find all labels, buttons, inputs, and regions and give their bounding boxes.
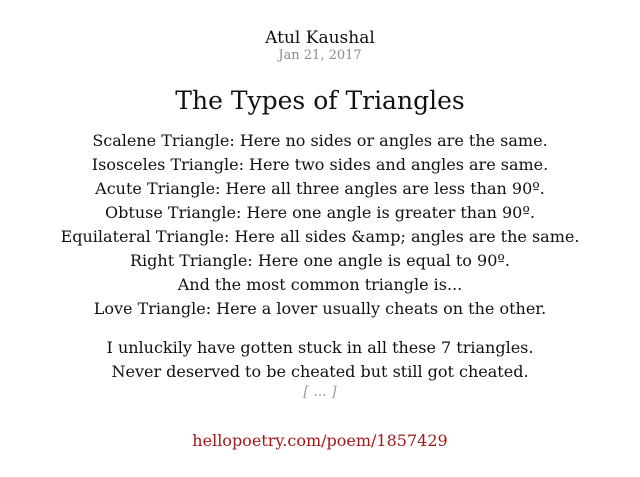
stanza-1	[0, 129, 640, 321]
truncation-marker: [ ... ]	[303, 384, 337, 400]
poem-line: Equilateral Triangle: Here all sides &amp; angles are the same.	[60, 227, 580, 246]
poem-title: The Types of Triangles	[175, 86, 465, 115]
source-link[interactable]: hellopoetry.com/poem/1857429	[192, 431, 448, 450]
author-name[interactable]: Atul Kaushal	[265, 28, 375, 48]
poem-line: Isosceles Triangle: Here two sides and angles are same.	[91, 155, 549, 174]
poem-line: I unluckily have gotten stuck in all these 7 triangles.	[106, 338, 534, 357]
stanza-2	[0, 336, 640, 384]
poem-line: Obtuse Triangle: Here one angle is greater than 90º.	[105, 203, 535, 222]
poem-line: And the most common triangle is...	[177, 275, 463, 294]
poem-line: Love Triangle: Here a lover usually cheats on the other.	[93, 299, 547, 318]
poem-line: Scalene Triangle: Here no sides or angles are the same.	[92, 131, 548, 150]
post-date: Jan 21, 2017	[278, 48, 362, 63]
poem-line: Acute Triangle: Here all three angles are less than 90º.	[95, 179, 545, 198]
poem-line: Never deserved to be cheated but still got cheated.	[111, 362, 529, 381]
poem-line: Right Triangle: Here one angle is equal to 90º.	[130, 251, 510, 270]
